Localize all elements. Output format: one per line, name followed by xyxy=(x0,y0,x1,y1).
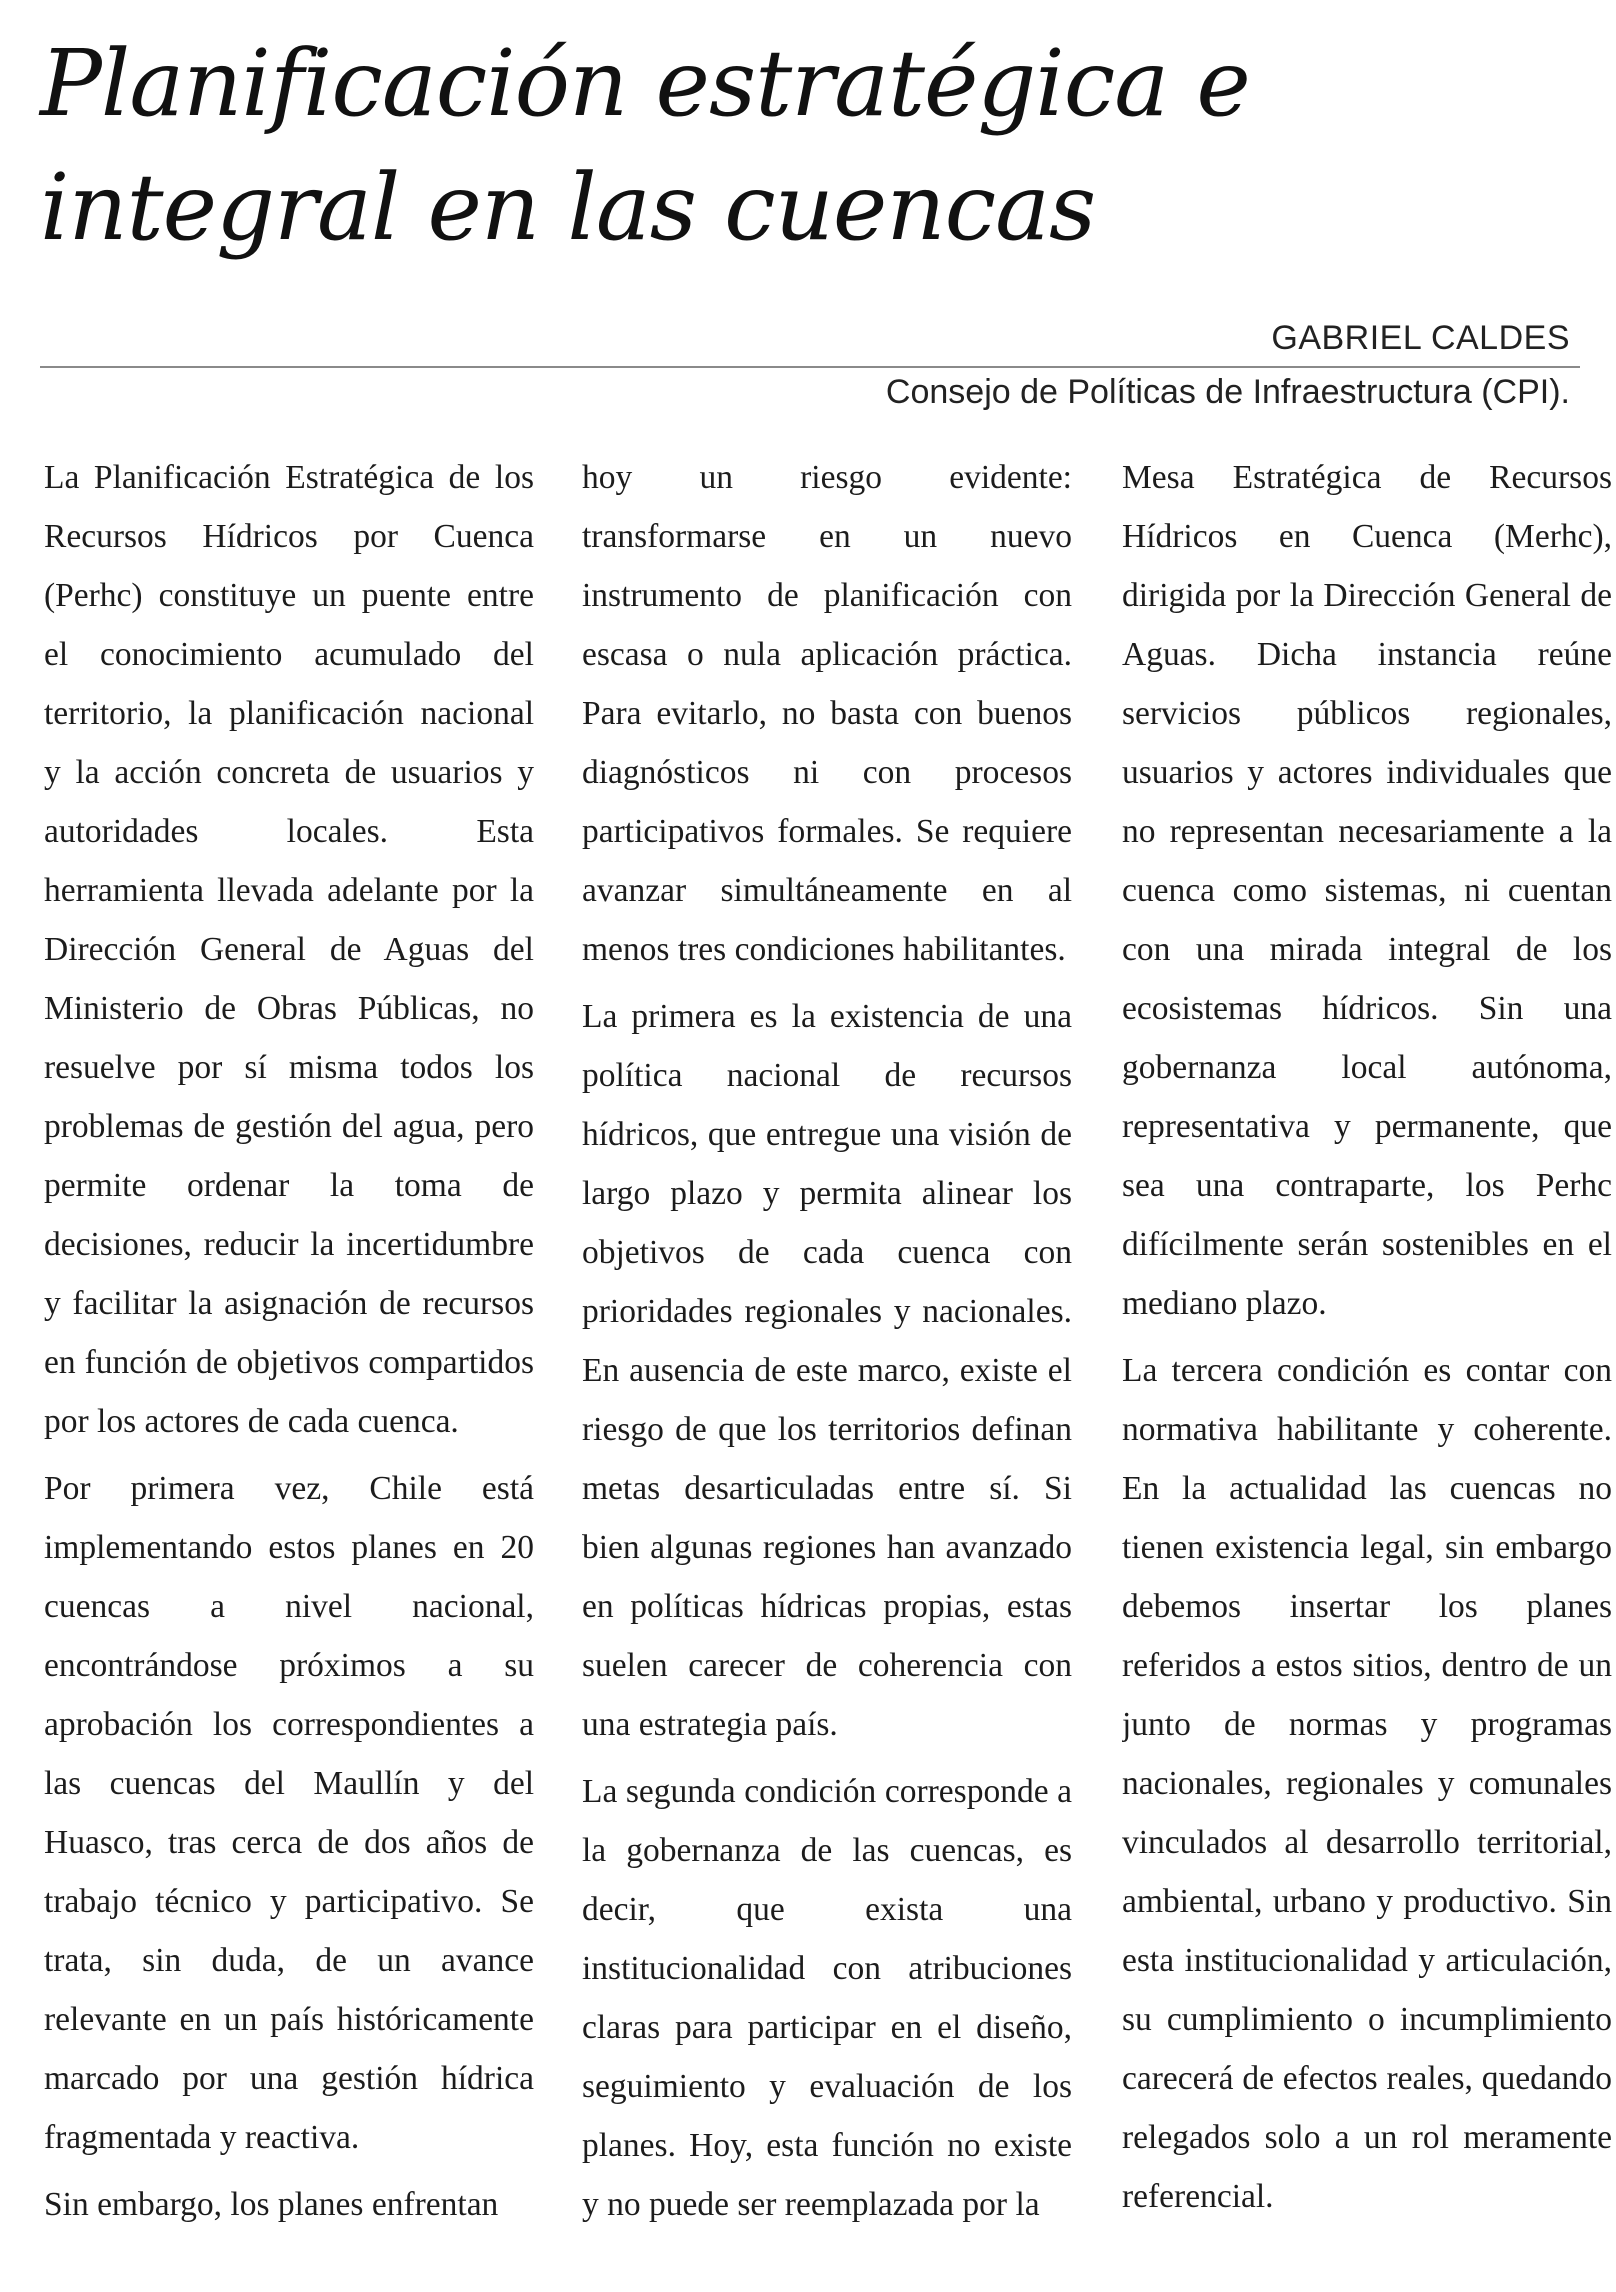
article-column-3 xyxy=(1122,448,1612,2258)
body-paragraph: Mesa Estratégica de Recursos Hídricos en Cuenca (Merhc), dirigida por la Dirección General de Aguas. Dicha instancia reúne servicios públicos regionales, usuarios y actores individuales que no representan necesariamente a la cuenca como sistemas, ni cuentan con una mirada integral de los ecosistemas hídricos. Sin una gobernanza local autónoma, representativa y permanente, que sea una contraparte, los Perhc difícilmente serán sostenibles en el mediano plazo. xyxy=(1122,459,1612,1322)
body-paragraph: La Planificación Estratégica de los Recursos Hídricos por Cuenca (Perhc) constituye un puente entre el conocimiento acumulado del territorio, la planificación nacional y la acción concreta de usuarios y autoridades locales. Esta herramienta llevada adelante por la Dirección General de Aguas del Ministerio de Obras Públicas, no resuelve por sí misma todos los problemas de gestión del agua, pero permite ordenar la toma de decisiones, reducir la incertidumbre y facilitar la asignación de recursos en función de objetivos compartidos por los actores de cada cuenca. xyxy=(44,459,534,1440)
body-paragraph: La tercera condición es contar con normativa habilitante y coherente. En la actualidad las cuencas no tienen existencia legal, sin embargo debemos insertar los planes referidos a estos sitios, dentro de un junto de normas y programas nacionales, regionales y comunales vinculados al desarrollo territorial, ambiental, urbano y productivo. Sin esta institucionalidad y articulación, su cumplimiento o incumplimiento carecerá de efectos reales, quedando relegados solo a un rol meramente referencial. xyxy=(1122,1352,1612,2215)
author-affiliation: Consejo de Políticas de Infraestructura (CPI). xyxy=(885,373,1570,411)
headline-line-1: Planificación estratégica e xyxy=(40,30,1250,137)
body-paragraph: Sin embargo, los planes enfrentan xyxy=(44,2186,499,2223)
byline-divider xyxy=(40,366,1580,368)
article-body xyxy=(44,448,1612,2258)
body-paragraph: hoy un riesgo evidente: transformarse en un nuevo instrumento de planificación con escasa o nula aplicación práctica. Para evitarlo, no basta con buenos diagnósticos ni con procesos participativos formales. Se requiere avanzar simultáneamente en al menos tres condiciones habilitantes. xyxy=(582,459,1072,968)
author-name: GABRIEL CALDES xyxy=(1271,319,1570,357)
article-headline xyxy=(40,22,1580,270)
body-paragraph: La primera es la existencia de una política nacional de recursos hídricos, que entregue una visión de largo plazo y permita alinear los objetivos de cada cuenca con prioridades regionales y nacionales. En ausencia de este marco, existe el riesgo de que los territorios definan metas desarticuladas entre sí. Si bien algunas regiones han avanzado en políticas hídricas propias, estas suelen carecer de coherencia con una estrategia país. xyxy=(582,998,1072,1743)
article-column-2 xyxy=(582,448,1072,2258)
body-paragraph: Por primera vez, Chile está implementando estos planes en 20 cuencas a nivel nacional, encontrándose próximos a su aprobación los correspondientes a las cuencas del Maullín y del Huasco, tras cerca de dos años de trabajo técnico y participativo. Se trata, sin duda, de un avance relevante en un país históricamente marcado por una gestión hídrica fragmentada y reactiva. xyxy=(44,1470,534,2156)
headline-line-2: integral en las cuencas xyxy=(40,154,1096,261)
article-column-1 xyxy=(44,448,534,2258)
body-paragraph: La segunda condición corresponde a la gobernanza de las cuencas, es decir, que exista una institucionalidad con atribuciones claras para participar en el diseño, seguimiento y evaluación de los planes. Hoy, esta función no existe y no puede ser reemplazada por la xyxy=(582,1773,1072,2223)
